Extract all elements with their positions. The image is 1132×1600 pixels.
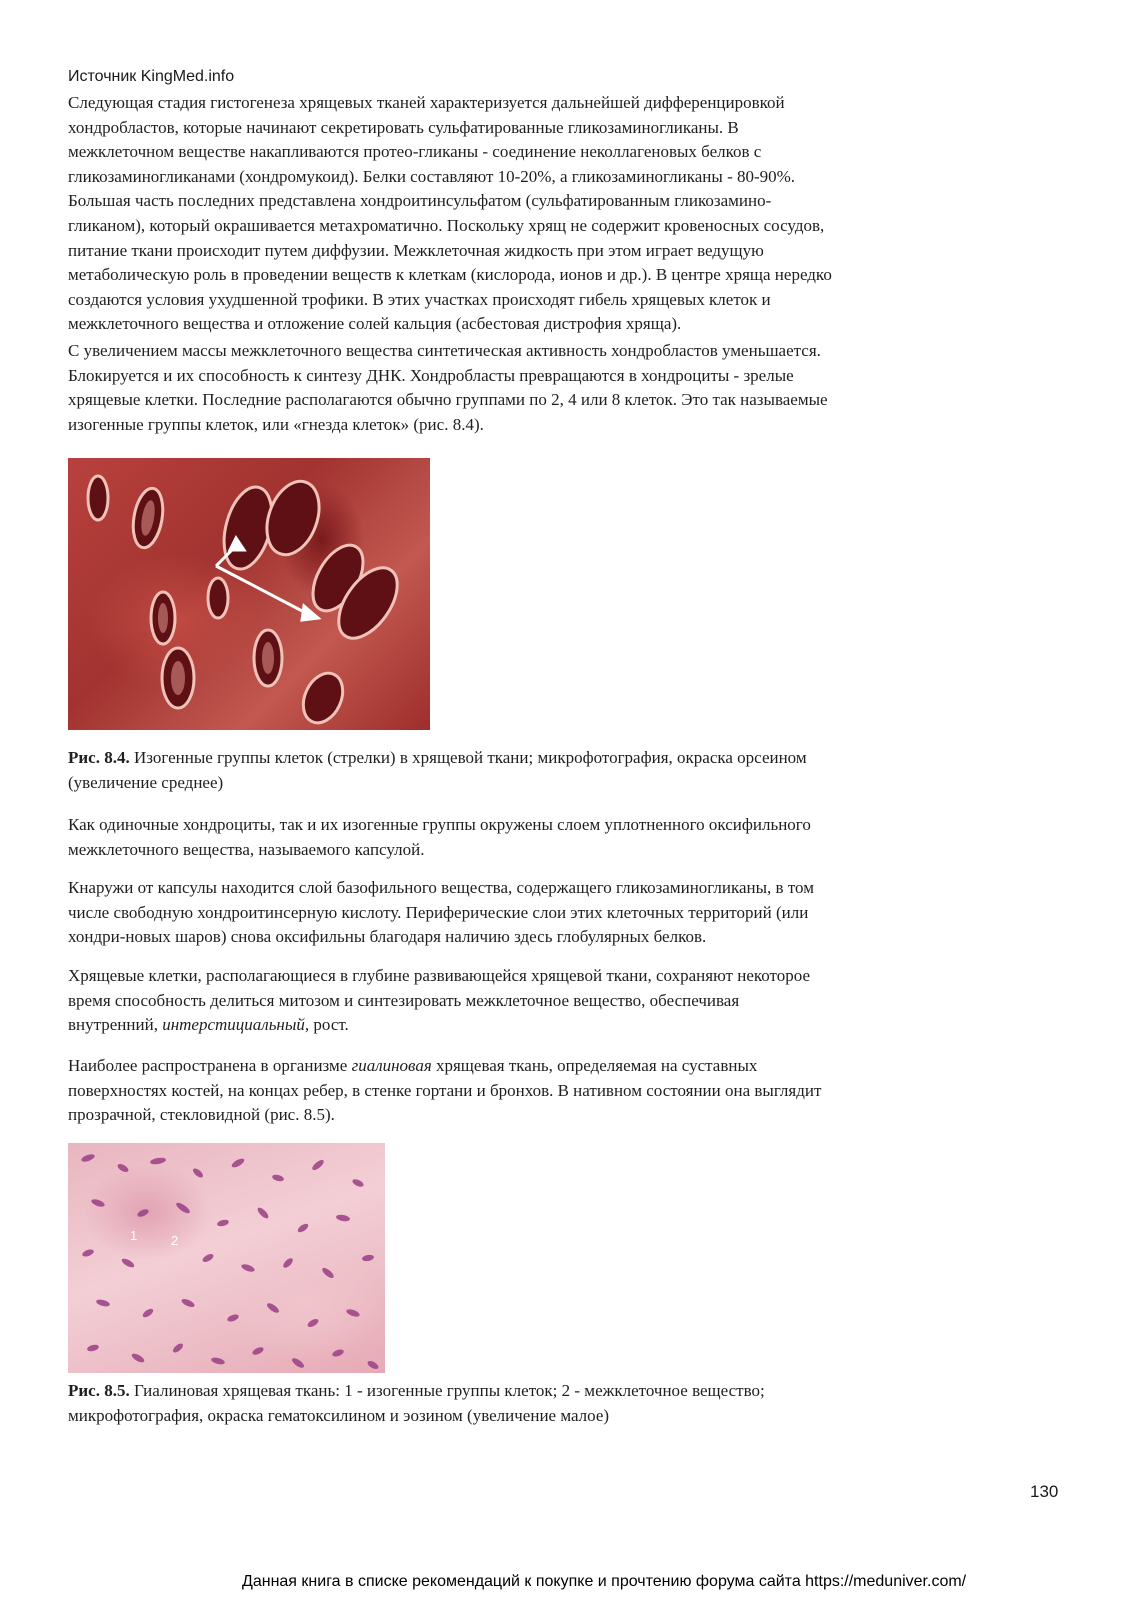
- paragraph-5-tail: рост.: [309, 1015, 349, 1035]
- paragraph-6-tail: хрящевая ткань, определяемая на суставных поверхностях костей, на концах ребер, в стенке гортани и бронхов. В нативном состоянии она выглядит прозрачной, стекловидной (рис. 8.5).: [68, 1056, 822, 1125]
- source-header: Источник KingMed.info: [68, 68, 235, 85]
- figure-8-5-caption-text: Гиалиновая хрящевая ткань: 1 - изогенные группы клеток; 2 - межклеточное вещество; микрофотография, окраска гематоксилином и эозином (увеличение малое): [68, 1381, 765, 1425]
- figure-8-5-micrograph: [68, 1143, 385, 1373]
- paragraph-6-text: Наиболее распространена в организме: [68, 1056, 352, 1075]
- figure-8-5-marker-2: 2: [171, 1233, 179, 1248]
- micrograph-hyaline-cartilage: [68, 1143, 385, 1373]
- paragraph-5-emphasis: интерстициальный,: [162, 1015, 310, 1035]
- paragraph-6: [68, 1054, 1068, 1128]
- micrograph-cartilage-orsein: [68, 458, 430, 730]
- paragraph-6-emphasis: гиалиновая: [351, 1056, 432, 1075]
- paragraph-5: [68, 964, 1068, 1038]
- paragraph-4: Кнаружи от капсулы находится слой базофильного вещества, содержащего гликозаминогликаны, в том числе свободную хондроитинсерную кислоту. Периферические слои этих клеточных территорий (или хондри-новых шаров) снова оксифильны благодаря наличию здесь глобулярных белков.: [68, 878, 814, 947]
- figure-8-4-caption-text: Изогенные группы клеток (стрелки) в хрящевой ткани; микрофотография, окраска орсеином (увеличение среднее): [68, 748, 807, 792]
- figure-8-5-caption: [68, 1379, 1068, 1428]
- figure-8-4-label: Рис. 8.4.: [68, 748, 130, 767]
- paragraph-1: Следующая стадия гистогенеза хрящевых тканей характеризуется дальнейшей дифференцировкой хондробластов, которые начинают секретировать сульфатированные гликозаминогликаны. В межклеточном веществе накапливаются протео-гликаны - соединение неколлагеновых белков с гликозаминогликанами (хондромукоид). Белки составляют 10-20%, а гликозаминогликаны - 80-90%. Большая часть последних представлена хондроитинсульфатом (сульфатированным гликозамино- гликаном), который окрашивается метахроматично. Поскольку хрящ не содержит кровеносных сосудов, питание ткани происходит путем диффузии. Межклеточная жидкость при этом играет ведущую метаболическую роль в проведении веществ к клеткам (кислорода, ионов и др.). В центре хряща нередко создаются условия ухудшенной трофики. В этих участках происходят гибель хрящевых клеток и межклеточного вещества и отложение солей кальция (асбестовая дистрофия хряща).: [68, 93, 832, 334]
- figure-8-5-label: Рис. 8.5.: [68, 1381, 130, 1400]
- figure-8-5-marker-1: 1: [130, 1228, 138, 1243]
- paragraph-5-text: Хрящевые клетки, располагающиеся в глубине развивающейся хрящевой ткани, сохраняют некоторое время способность делиться митозом и синтезировать межклеточное вещество, обеспечивая внутренний,: [68, 966, 810, 1035]
- figure-8-4-micrograph: [68, 458, 430, 730]
- paragraph-3: Как одиночные хондроциты, так и их изогенные группы окружены слоем уплотненного оксифильного межклеточного вещества, называемого капсулой.: [68, 815, 811, 859]
- footer-recommendation: Данная книга в списке рекомендаций к покупке и прочтению форума сайта https://meduniver.com/: [242, 1573, 967, 1590]
- figure-8-4-caption: [68, 746, 1068, 795]
- paragraph-2: С увеличением массы межклеточного вещества синтетическая активность хондробластов уменьшается. Блокируется и их способность к синтезу ДНК. Хондробласты превращаются в хондроциты - зрелые хрящевые клетки. Последние располагаются обычно группами по 2, 4 или 8 клеток. Это так называемые изогенные группы клеток, или «гнезда клеток» (рис. 8.4).: [68, 341, 828, 434]
- page-number: 130: [1030, 1482, 1059, 1501]
